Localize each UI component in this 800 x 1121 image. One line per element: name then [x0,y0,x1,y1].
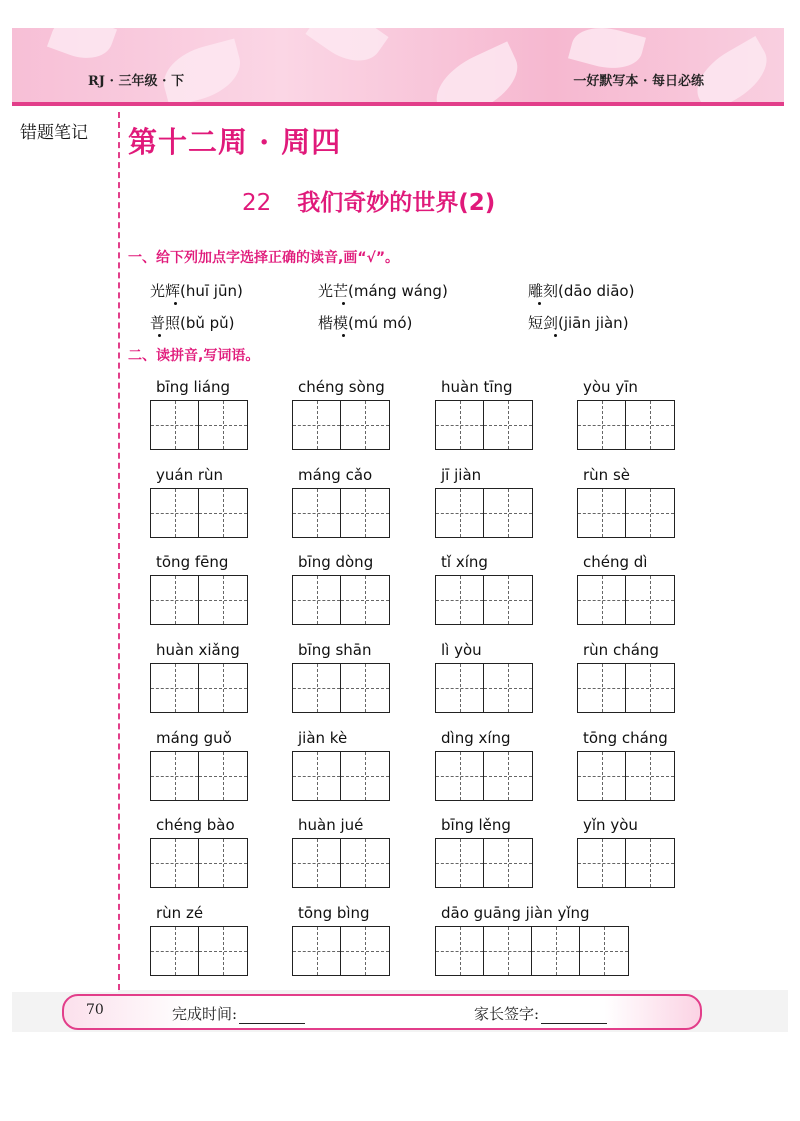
pronunciation-item: 短剑(jiān jiàn) [528,314,629,332]
character-boxes [292,663,390,713]
lesson-heading [242,184,495,217]
character-box[interactable] [626,401,674,449]
character-box[interactable] [626,752,674,800]
completion-time-field [172,1003,305,1024]
character-box[interactable] [151,401,199,449]
character-box[interactable] [626,489,674,537]
character-box[interactable] [578,752,626,800]
character-boxes [435,926,629,976]
character-box[interactable] [578,401,626,449]
pinyin-label: rùn cháng [583,641,659,659]
character-box[interactable] [341,664,389,712]
lesson-number: 22 [242,190,272,216]
emphasis-dot [342,302,345,305]
character-boxes [292,751,390,801]
character-box[interactable] [578,576,626,624]
character-boxes [150,838,248,888]
week-title: 第十二周 · 周四 [128,125,342,159]
character-box[interactable] [341,927,389,975]
pinyin-label: bīng dòng [298,553,374,571]
character-boxes [150,926,248,976]
pinyin-label: rùn zé [156,904,204,922]
pinyin-label: tōng cháng [583,729,668,747]
character-boxes [577,400,675,450]
character-boxes [435,751,533,801]
character-boxes [292,838,390,888]
character-box[interactable] [293,752,341,800]
character-box[interactable] [293,927,341,975]
pinyin-label: yuán rùn [156,466,224,484]
character-boxes [292,400,390,450]
character-box[interactable] [578,664,626,712]
character-box[interactable] [436,401,484,449]
character-box[interactable] [436,664,484,712]
pinyin-label: huàn tīng [441,378,513,396]
header-series-label: 一好默写本 · 每日必练 [573,74,704,89]
character-box[interactable] [578,489,626,537]
character-boxes [435,663,533,713]
pronunciation-item: 普照(bǔ pǔ) [150,314,235,332]
character-box[interactable] [341,489,389,537]
pinyin-label: jī jiàn [441,466,482,484]
character-box[interactable] [293,489,341,537]
character-boxes [577,751,675,801]
character-box[interactable] [436,489,484,537]
pinyin-label: chéng bào [156,816,235,834]
character-box[interactable] [436,839,484,887]
parent-signature-blank[interactable] [541,1009,607,1024]
mistake-notes-label: 错题笔记 [20,123,88,143]
pinyin-label: dìng xíng [441,729,511,747]
character-box[interactable] [341,401,389,449]
character-box[interactable] [626,839,674,887]
character-boxes [577,575,675,625]
character-box[interactable] [484,576,532,624]
pinyin-label: tōng fēng [156,553,229,571]
header-divider [12,102,784,106]
character-box[interactable] [199,839,247,887]
character-boxes [150,663,248,713]
character-box[interactable] [436,927,484,975]
lesson-title: 我们奇妙的世界(2) [297,190,496,216]
character-box[interactable] [151,576,199,624]
character-boxes [150,575,248,625]
character-box[interactable] [199,927,247,975]
pronunciation-item: 雕刻(dāo diāo) [528,282,635,300]
pinyin-label: rùn sè [583,466,630,484]
character-boxes [435,838,533,888]
character-box[interactable] [484,927,532,975]
character-box[interactable] [151,927,199,975]
pinyin-label: huàn xiǎng [156,641,240,659]
character-box[interactable] [151,489,199,537]
character-box[interactable] [293,839,341,887]
character-box[interactable] [578,839,626,887]
emphasis-dot [538,302,541,305]
character-box[interactable] [484,401,532,449]
character-box[interactable] [484,752,532,800]
character-box[interactable] [199,401,247,449]
character-box[interactable] [199,489,247,537]
pinyin-label: dāo guāng jiàn yǐng [441,904,590,922]
pinyin-label: máng cǎo [298,466,373,484]
character-box[interactable] [532,927,580,975]
header-grade-label: RJ · 三年级 · 下 [88,74,185,89]
pronunciation-item: 楷模(mú mó) [318,314,413,332]
pronunciation-item: 光辉(huī jūn) [150,282,243,300]
margin-divider [118,112,120,990]
character-box[interactable] [484,839,532,887]
emphasis-dot [342,334,345,337]
character-box[interactable] [341,576,389,624]
pinyin-label: lì yòu [441,641,482,659]
pinyin-label: tōng bìng [298,904,370,922]
page-number: 70 [86,1002,104,1018]
character-box[interactable] [436,752,484,800]
pinyin-label: yòu yīn [583,378,638,396]
completion-time-blank[interactable] [239,1009,305,1024]
character-box[interactable] [580,927,628,975]
character-box[interactable] [341,752,389,800]
section1-title: 一、给下列加点字选择正确的读音,画“√”。 [128,250,400,266]
character-box[interactable] [151,664,199,712]
pinyin-label: bīng shān [298,641,372,659]
pinyin-label: jiàn kè [298,729,348,747]
character-box[interactable] [626,576,674,624]
character-boxes [292,575,390,625]
character-box[interactable] [199,752,247,800]
section2-title: 二、读拼音,写词语。 [128,348,260,364]
character-box[interactable] [341,839,389,887]
pinyin-label: chéng sòng [298,378,385,396]
character-boxes [150,400,248,450]
character-box[interactable] [199,664,247,712]
character-boxes [577,488,675,538]
character-boxes [435,400,533,450]
parent-signature-field [474,1003,607,1024]
pinyin-label: chéng dì [583,553,648,571]
completion-time-label: 完成时间: [172,1005,238,1023]
character-box[interactable] [199,576,247,624]
character-box[interactable] [293,576,341,624]
character-boxes [577,663,675,713]
character-box[interactable] [484,489,532,537]
character-boxes [577,838,675,888]
character-boxes [435,575,533,625]
character-boxes [292,926,390,976]
pinyin-label: máng guǒ [156,729,232,747]
character-boxes [150,751,248,801]
character-box[interactable] [151,839,199,887]
pinyin-label: tǐ xíng [441,553,488,571]
emphasis-dot [174,302,177,305]
parent-signature-label: 家长签字: [474,1005,540,1023]
emphasis-dot [554,334,557,337]
character-box[interactable] [436,576,484,624]
character-boxes [435,488,533,538]
character-box[interactable] [626,664,674,712]
header-banner [12,28,784,106]
emphasis-dot [158,334,161,337]
pinyin-label: huàn jué [298,816,364,834]
notes-margin [12,106,118,992]
pronunciation-item: 光芒(máng wáng) [318,282,448,300]
character-boxes [150,488,248,538]
pinyin-label: bīng lěng [441,816,511,834]
pinyin-label: bīng liáng [156,378,231,396]
character-box[interactable] [293,664,341,712]
character-box[interactable] [151,752,199,800]
character-box[interactable] [484,664,532,712]
pinyin-label: yǐn yòu [583,816,638,834]
character-boxes [292,488,390,538]
character-box[interactable] [293,401,341,449]
